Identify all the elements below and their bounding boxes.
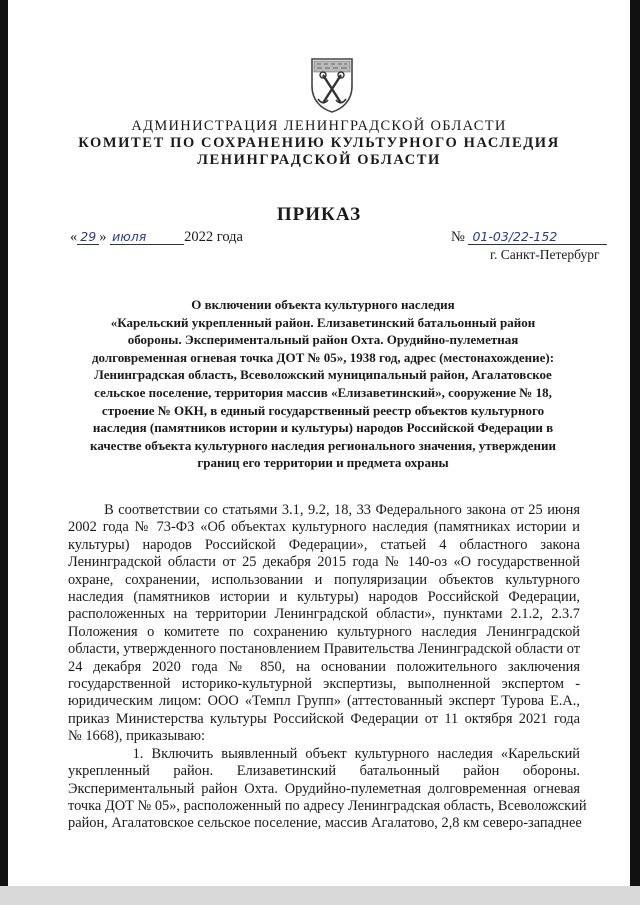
order-subject xyxy=(68,296,578,472)
body-line: государственной историко-культурной экспертизы, выполненной экспертом - xyxy=(68,676,580,693)
body-line: культуры) народов Российской Федерации», статьей 4 областного закона xyxy=(68,536,580,553)
body-line: приказ Министерства культуры Российской Федерации от 11 октября 2021 года xyxy=(68,710,580,727)
subject-line: долговременная огневая точка ДОТ № 05», 1938 год, адрес (местонахождение): xyxy=(91,349,555,365)
subject-line: обороны. Экспериментальный район Охта. Орудийно-пулеметная xyxy=(127,332,519,348)
body-line: точка ДОТ № 05», расположенный по адресу Ленинградская область, Всеволожский xyxy=(68,797,587,814)
body-line: № 1668), приказываю: xyxy=(68,728,205,745)
number-value: 01-03/22-152 xyxy=(468,229,607,245)
date-year: 2022 года xyxy=(184,229,243,245)
body-line: расположенных на территории Ленинградской области», пунктами 2.1.2, 2.3.7 xyxy=(68,606,580,623)
body-line: 24 декабря 2020 года № 850, на основании положительного заключения xyxy=(68,658,580,675)
date-day: 29 xyxy=(77,229,99,245)
subject-line: сельское поселение, территория массив «Елизаветинский», сооружение № 18, xyxy=(94,384,552,400)
date-open-quote: « xyxy=(70,229,78,245)
date-close-quote: » xyxy=(99,229,107,245)
document-title: ПРИКАЗ xyxy=(276,204,362,225)
number-prefix: № xyxy=(451,229,465,245)
order-date xyxy=(70,229,243,246)
header-committee: КОМИТЕТ ПО СОХРАНЕНИЮ КУЛЬТУРНОГО НАСЛЕДИЯ xyxy=(78,135,560,151)
body-line: области, утвержденного постановлением Правительства Ленинградской области от xyxy=(68,641,580,658)
body-line: Ленинградской области от 25 декабря 2015 года № 140-оз «О государственной xyxy=(68,554,580,571)
subject-line: качестве объекта культурного наследия регионального значения, утверждении xyxy=(90,437,556,453)
scan-bottom-edge xyxy=(0,886,640,905)
subject-line: «Карельский укрепленный район. Елизаветинский батальонный район xyxy=(110,314,536,330)
subject-line: Ленинградская область, Всеволожский муниципальный район, Агалатовское xyxy=(94,367,552,383)
order-body xyxy=(68,502,587,833)
subject-line: строение № ОКН, в единый государственный реестр объектов культурного xyxy=(101,402,545,418)
city-label: г. Санкт-Петербург xyxy=(490,247,600,262)
subject-line: границ его территории и предмета охраны xyxy=(197,455,449,471)
body-line: Положения о комитете по сохранению культурного наследия Ленинградской xyxy=(68,623,580,640)
coat-of-arms-emblem xyxy=(309,56,355,114)
order-number xyxy=(451,229,607,246)
body-line: район, Агалатовское сельское поселение, массив Агалатово, 2,8 км северо-западнее xyxy=(68,815,582,832)
body-line: юридическим лицом: ООО «Темпл Групп» (аттестованный эксперт Турова Е.А., xyxy=(68,693,580,710)
date-month: июля xyxy=(110,229,184,245)
header-region: ЛЕНИНГРАДСКОЙ ОБЛАСТИ xyxy=(197,152,441,168)
body-line: 2002 года № 73-ФЗ «Об объектах культурного наследия (памятниках истории и xyxy=(68,519,580,536)
body-line: укрепленный район. Елизаветинский батальонный район обороны. xyxy=(68,763,580,780)
body-line: 1. Включить выявленный объект культурного наследия «Карельский xyxy=(68,745,580,762)
header-administration: АДМИНИСТРАЦИЯ ЛЕНИНГРАДСКОЙ ОБЛАСТИ xyxy=(131,118,507,134)
body-line: наследия (памятников истории и культуры) народов Российской Федерации, xyxy=(68,589,580,606)
body-line: охране, сохранении, использовании и популяризации объектов культурного xyxy=(68,571,580,588)
document-page xyxy=(8,0,630,886)
body-line: Экспериментальный район Охта. Орудийно-пулеметная долговременная огневая xyxy=(68,780,580,797)
subject-line: О включении объекта культурного наследия xyxy=(191,297,455,312)
body-line: В соответствии со статьями 3.1, 9.2, 18, 33 Федерального закона от 25 июня xyxy=(68,502,580,518)
subject-line: наследия (памятников истории и культуры) народов Российской Федерации в xyxy=(92,420,554,436)
